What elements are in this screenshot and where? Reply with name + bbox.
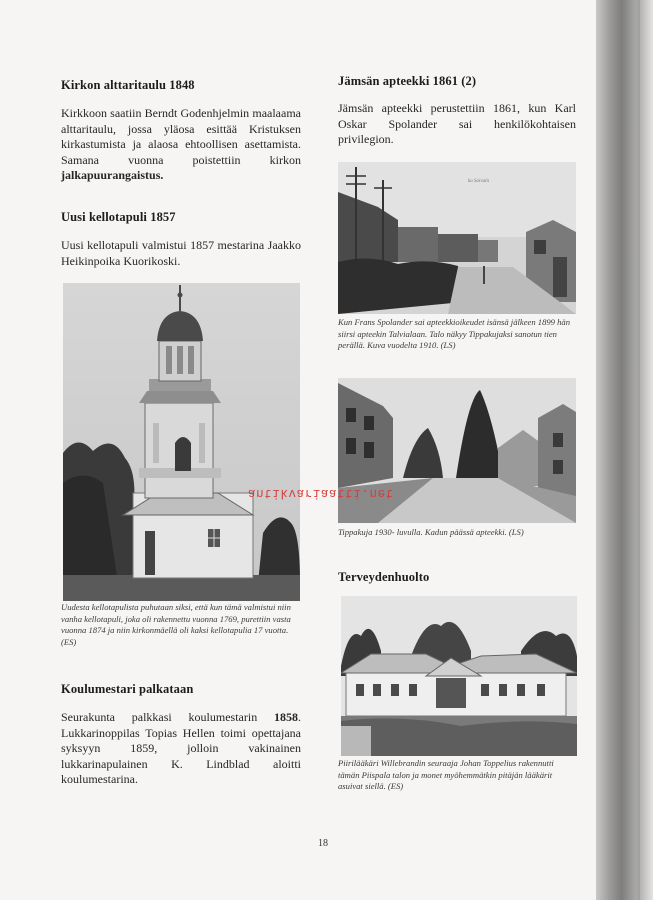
tippakuja-illustration [338,378,576,523]
section-schoolmaster [61,682,301,697]
section-altarpiece [61,78,301,93]
schoolmaster-text-block [61,710,301,788]
watermark-text: antikvariaatti.net [248,486,394,500]
photo-tippakuja-caption-block [338,527,576,539]
photo-bell-tower [63,283,300,601]
schoolmaster-year: 1858 [274,710,298,724]
section-bell-tower [61,210,301,225]
photo-pharmacy-1910 [338,162,576,314]
photo-pharmacy-1910-caption: Kun Frans Spolander sai apteekkioikeudet isänsä jälkeen 1899 hän siirsi apteekin Talvialaan. Talo näkyy Tippakujaksi sanotun tien perällä. Kuva vuodelta 1910. (LS) [338,317,570,350]
photo-tippakuja-1930s [338,378,576,523]
bell-tower-illustration [63,283,300,601]
altarpiece-text [61,106,301,184]
altarpiece-text-main: Kirkkoon saatiin Berndt Godenhjelmin maalaama alttaritaulu, jossa yläosa esittää Kristuksen kirkastumista ja alaosa ehtoollisen asettamista. Samana vuonna poistettiin kirkon [61,106,301,167]
piispala-house-illustration [341,596,577,756]
schoolmaster-text-end: . Lukkarinoppilas Topias Hellen toimi opettajana syksyyn 1859, jolloin vakinainen lukkarinapulainen K. Lindblad aloitti koulumestarina. [61,710,301,786]
photo-piispala-caption-block [338,758,576,793]
bell-tower-text: Uusi kellotapuli valmistui 1857 mestarina Jaakko Heikinpoika Kuorikoski. [61,238,301,268]
photo-bell-tower-caption-block [61,602,299,648]
heading-healthcare: Terveydenhuolto [338,570,430,584]
altarpiece-text-bold: jalkapuurangaistus. [61,168,164,182]
next-page-edge [640,0,653,900]
section-pharmacy [338,74,576,89]
photo-tippakuja-caption: Tippakuja 1930- luvulla. Kadun päässä apteekki. (LS) [338,527,524,537]
photo-bell-tower-caption: Uudesta kellotapulista puhutaan siksi, että kun tämä valmistui niin vanha kellotapuli, joka oli rakennettu vuonna 1769, purettiin vasta vuonna 1874 ja niin kirkonmäellä oli kaksi kellotapulia 17 vuotta. (ES) [61,602,291,647]
heading-altarpiece: Kirkon alttaritaulu 1848 [61,78,195,92]
photo-piispala-house [341,596,577,756]
street-1910-illustration [338,162,576,314]
pharmacy-text: Jämsän apteekki perustettiin 1861, kun Karl Oskar Spolander sai henkilökohtaisen privilegion. [338,101,576,146]
altarpiece-text-block [61,106,301,184]
schoolmaster-text [61,710,301,788]
section-healthcare [338,570,576,585]
svg-text:ka Soivain: ka Soivain [468,179,489,184]
bell-tower-text-block [61,238,301,269]
heading-bell-tower: Uusi kellotapuli 1857 [61,210,176,224]
heading-schoolmaster: Koulumestari palkataan [61,682,194,696]
pharmacy-text-block [338,101,576,148]
page-number: 18 [318,838,328,849]
photo-piispala-caption: Piirilääkäri Willebrandin seuraaja Johan Toppelius rakennutti tämän Piispala talon ja monet myöhemmätkin pitäjän lääkärit asuivat siellä. (ES) [338,758,554,791]
heading-pharmacy: Jämsän apteekki 1861 (2) [338,74,477,88]
schoolmaster-text-start: Seurakunta palkkasi koulumestarin [61,710,274,724]
photo-pharmacy-1910-caption-block [338,317,576,352]
